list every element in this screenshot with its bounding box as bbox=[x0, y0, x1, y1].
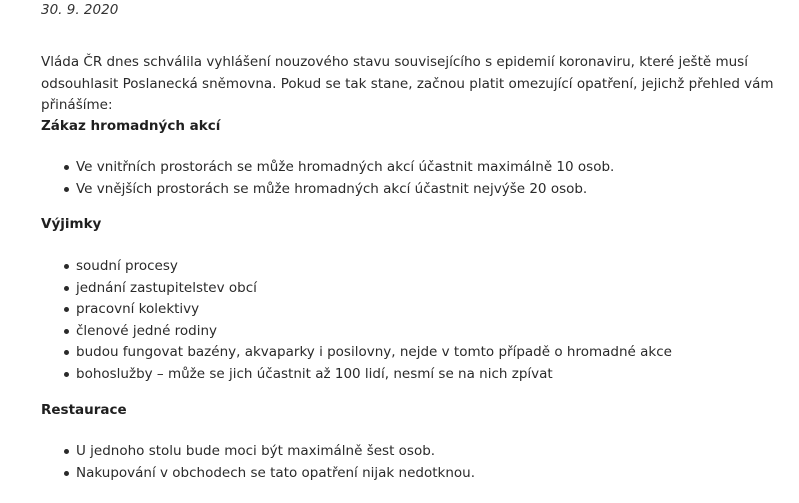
list-item bbox=[41, 441, 475, 463]
section-heading-exceptions: Výjimky bbox=[41, 216, 102, 232]
list-item-text: jednání zastupitelstev obcí bbox=[76, 279, 257, 296]
list-item bbox=[41, 299, 672, 321]
list-item bbox=[41, 342, 672, 364]
list-item bbox=[41, 321, 672, 343]
bullet-icon bbox=[64, 307, 69, 312]
restaurants-list bbox=[41, 441, 475, 484]
list-item bbox=[41, 157, 614, 179]
bullet-icon bbox=[64, 187, 69, 192]
list-item-text: členové jedné rodiny bbox=[76, 322, 218, 339]
list-item bbox=[41, 179, 614, 201]
list-item-text: budou fungovat bazény, akvaparky i posilovny, nejde v tomto případě o hromadné akce bbox=[76, 344, 672, 360]
list-item bbox=[41, 256, 672, 278]
list-item-text: bohoslužby – může se jich účastnit až 100 lidí, nesmí se na nich zpívat bbox=[76, 365, 553, 382]
list-item-text: pracovní kolektivy bbox=[76, 301, 200, 317]
bullet-icon bbox=[64, 372, 69, 377]
bullet-icon bbox=[64, 264, 69, 269]
exceptions-list bbox=[41, 256, 672, 385]
article-date: 30. 9. 2020 bbox=[41, 2, 119, 18]
list-item-text: U jednoho stolu bude moci být maximálně šest osob. bbox=[76, 443, 436, 459]
list-item bbox=[41, 463, 475, 485]
ban-list bbox=[41, 157, 614, 200]
article-intro: Vláda ČR dnes schválila vyhlášení nouzového stavu souvisejícího s epidemií koronaviru, které ještě musí odsouhlasit Poslanecká sněmovna. Pokud se tak stane, začnou platit omezující opatření, jejichž přehled vám přinášíme: bbox=[41, 54, 774, 113]
section-heading-restaurants: Restaurace bbox=[41, 402, 127, 418]
list-item-text: Ve vnějších prostorách se může hromadných akcí účastnit nejvýše 20 osob. bbox=[76, 180, 588, 197]
list-item bbox=[41, 364, 672, 386]
list-item-text: Ve vnitřních prostorách se může hromadných akcí účastnit maximálně 10 osob. bbox=[76, 159, 615, 175]
bullet-icon bbox=[64, 329, 69, 334]
bullet-icon bbox=[64, 286, 69, 291]
list-item bbox=[41, 278, 672, 300]
section-heading-ban: Zákaz hromadných akcí bbox=[41, 118, 221, 134]
list-item-text: soudní procesy bbox=[76, 258, 178, 274]
bullet-icon bbox=[64, 165, 69, 170]
list-item-text: Nakupování v obchodech se tato opatření nijak nedotknou. bbox=[76, 464, 476, 481]
bullet-icon bbox=[64, 471, 69, 476]
bullet-icon bbox=[64, 350, 69, 355]
bullet-icon bbox=[64, 449, 69, 454]
